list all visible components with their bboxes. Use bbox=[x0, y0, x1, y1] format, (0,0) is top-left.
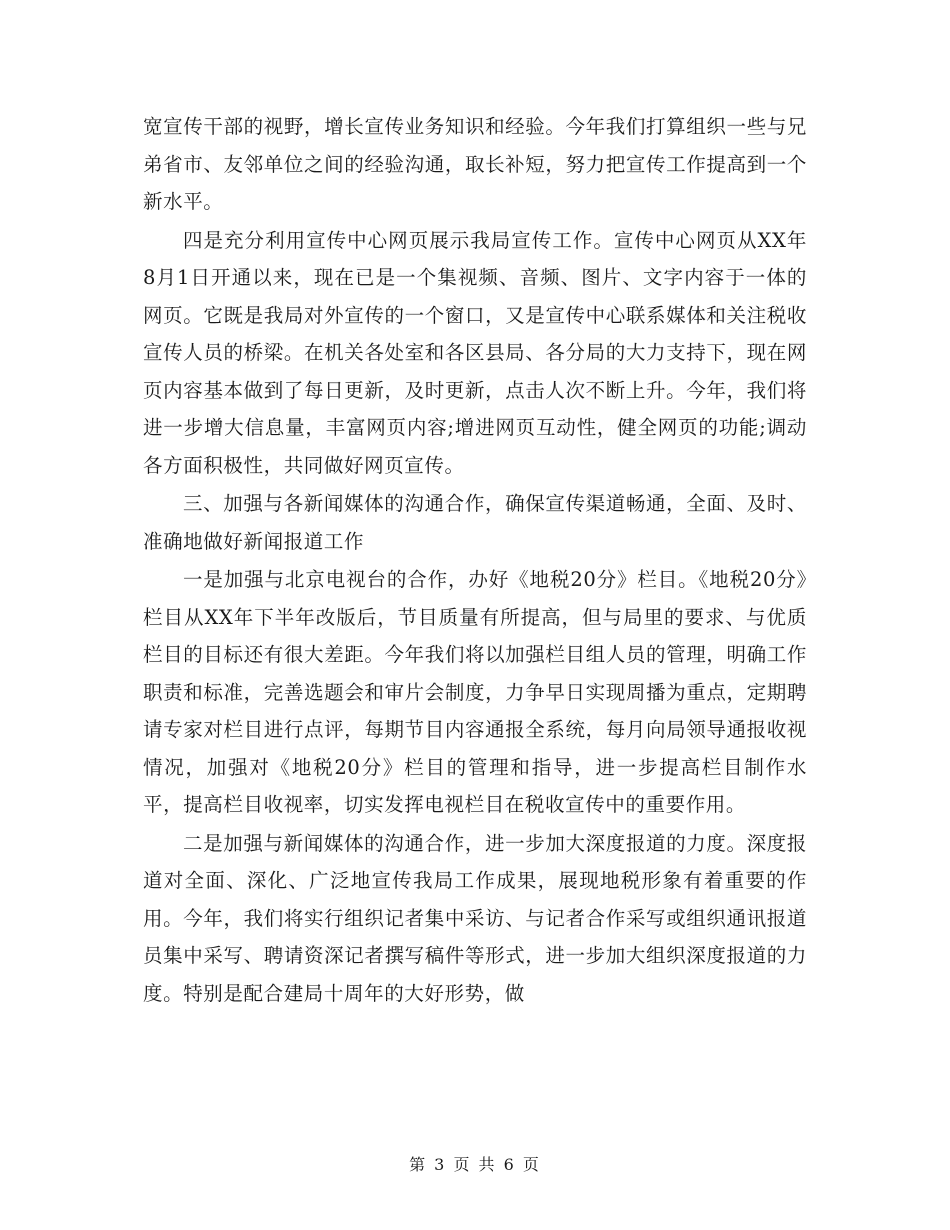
document-body bbox=[143, 108, 807, 1013]
page-footer: 第 3 页 共 6 页 bbox=[409, 1155, 541, 1174]
paragraph-webpage: 四是充分利用宣传中心网页展示我局宣传工作。宣传中心网页从XX年8月1日开通以来，现在已是一个集视频、音频、图片、文字内容于一体的网页。它既是我局对外宣传的一个窗口，又是宣传中心联系媒体和关注税收宣传人员的桥梁。在机关各处室和各区县局、各分局的大力支持下，现在网页内容基本做到了每日更新，及时更新，点击人次不断上升。今年，我们将进一步增大信息量，丰富网页内容;增进网页互动性，健全网页的功能;调动各方面积极性，共同做好网页宣传。 bbox=[143, 228, 807, 477]
paragraph-continuation: 宽宣传干部的视野，增长宣传业务知识和经验。今年我们打算组织一些与兄弟省市、友邻单位之间的经验沟通，取长补短，努力把宣传工作提高到一个新水平。 bbox=[143, 115, 807, 213]
section-heading-media-cooperation: 三、加强与各新闻媒体的沟通合作，确保宣传渠道畅通，全面、及时、准确地做好新闻报道工作 bbox=[143, 492, 807, 553]
paragraph-btv-cooperation: 一是加强与北京电视台的合作，办好《地税20分》栏目。《地税20分》栏目从XX年下半年改版后，节目质量有所提高，但与局里的要求、与优质栏目的目标还有很大差距。今年我们将以加强栏目组人员的管理，明确工作职责和标准，完善选题会和审片会制度，力争早日实现周播为重点，定期聘请专家对栏目进行点评，每期节目内容通报全系统，每月向局领导通报收视情况，加强对《地税20分》栏目的管理和指导，进一步提高栏目制作水平，提高栏目收视率，切实发挥电视栏目在税收宣传中的重要作用。 bbox=[143, 568, 807, 816]
paragraph-depth-reporting: 二是加强与新闻媒体的沟通合作，进一步加大深度报道的力度。深度报道对全面、深化、广泛地宣传我局工作成果，展现地税形象有着重要的作用。今年，我们将实行组织记者集中采访、与记者合作采写或组织通讯报道员集中采写、聘请资深记者撰写稿件等形式，进一步加大组织深度报道的力度。特别是配合建局十周年的大好形势，做 bbox=[143, 831, 807, 1005]
